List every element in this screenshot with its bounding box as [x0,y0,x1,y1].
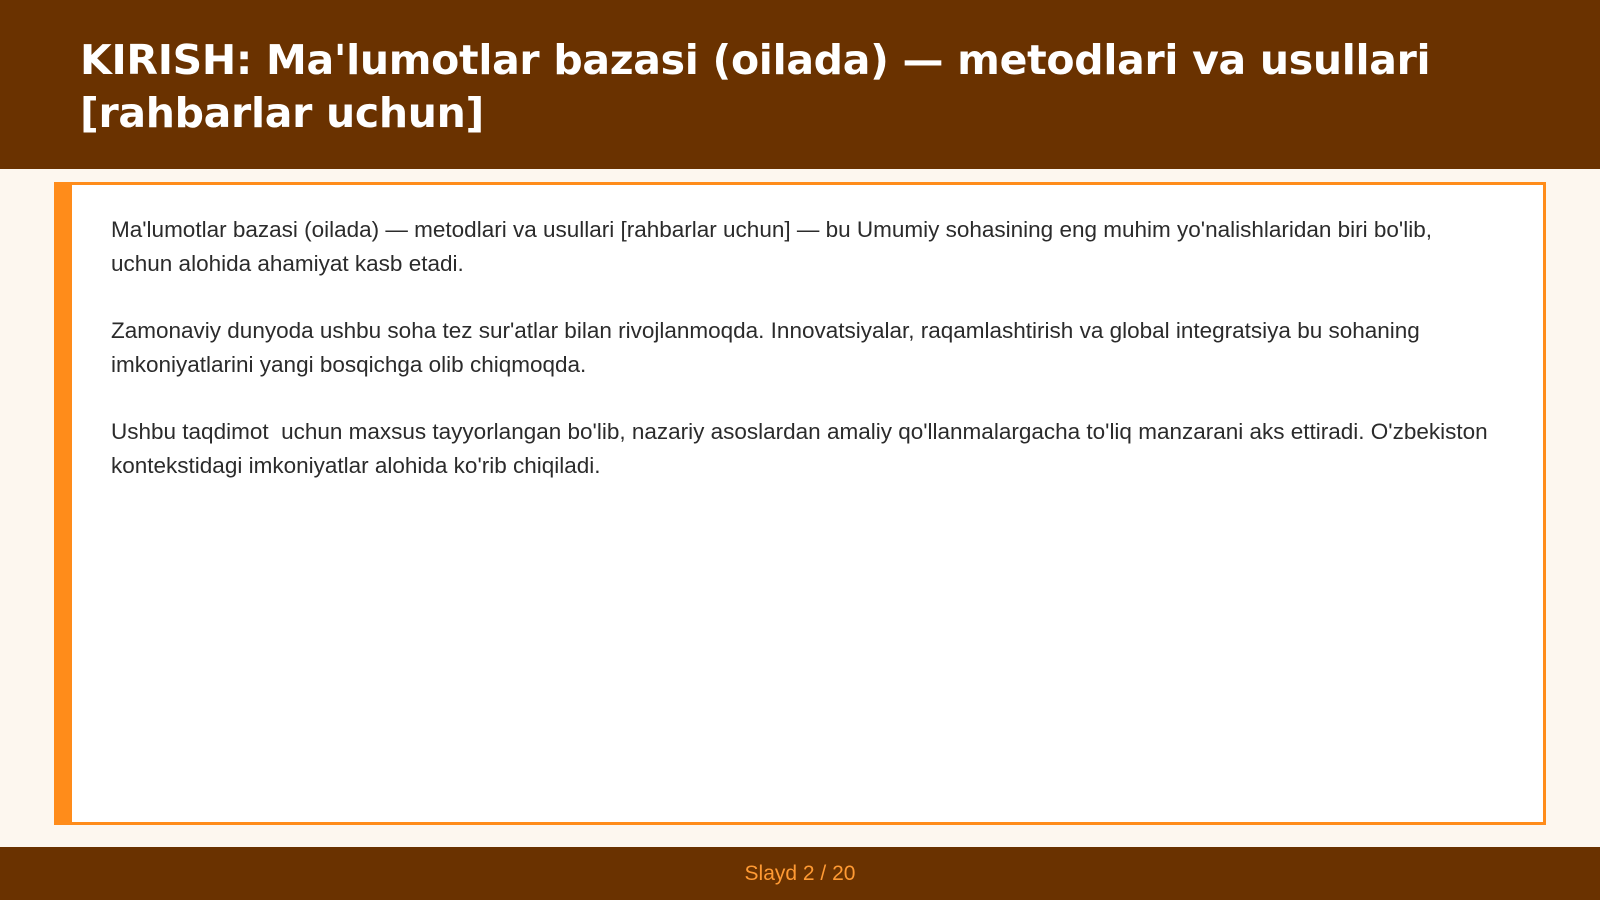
slide-counter: Slayd 2 / 20 [744,861,856,885]
development-paragraph: Zamonaviy dunyoda ushbu soha tez sur'atlar bilan rivojlanmoqda. Innovatsiyalar, raqamlashtirish va global integratsiya bu sohaning imkoniyatlarini yangi bosqichga olib chiqmoqda. [111,318,1427,377]
intro-paragraph: Ma'lumotlar bazasi (oilada) — metodlari va usullari [rahbarlar uchun] — bu Umumiy sohasining eng muhim yo'nalishlaridan biri bo'lib, uchun alohida ahamiyat kasb etadi. [111,217,1445,276]
slide-title: KIRISH: Ma'lumotlar bazasi (oilada) — metodlari va usullari [rahbarlar uchun] [80,36,1431,137]
slide-footer [0,847,1600,900]
presentation-paragraph: Ushbu taqdimot uchun maxsus tayyorlangan bo'lib, nazariy asoslardan amaliy qo'llanmalargacha to'liq manzarani aks ettiradi. O'zbekiston kontekstidagi imkoniyatlar alohida ko'rib chiqiladi. [111,419,1494,478]
slide-header [0,0,1600,169]
content-card [54,182,1546,825]
content-body [111,213,1501,516]
